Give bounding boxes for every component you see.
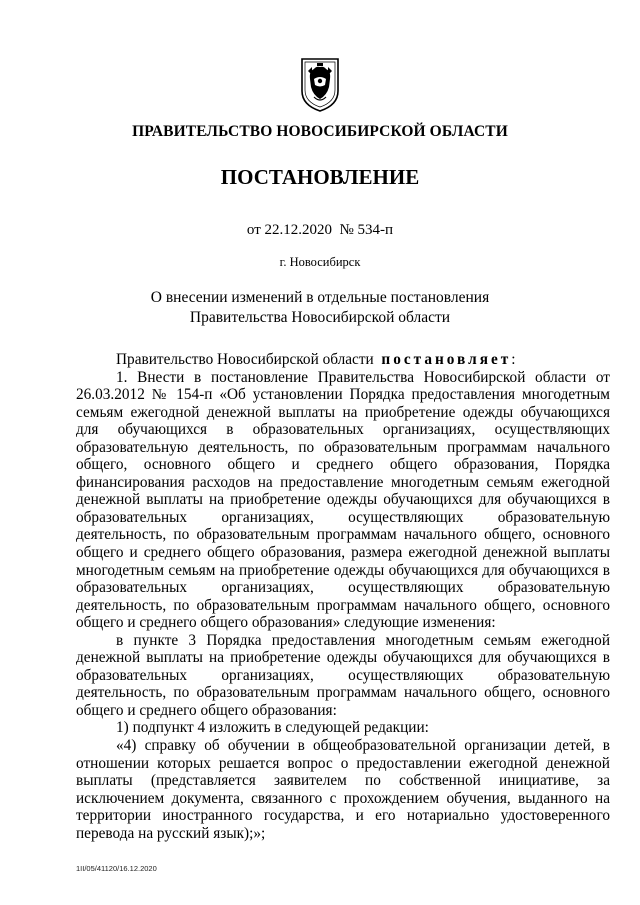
- document-body: [76, 351, 610, 842]
- intro-prefix: Правительство Новосибирской области: [116, 351, 374, 368]
- document-date: от 22.12.2020: [246, 222, 332, 238]
- footer-code: 1II/05/41120/16.12.2020: [76, 864, 157, 873]
- document-number: № 534-п: [339, 222, 394, 238]
- subject-line-1: О внесении изменений в отдельные постановления: [150, 289, 490, 306]
- document-subject: [0, 288, 640, 328]
- document-city: г. Новосибирск: [279, 255, 361, 269]
- paragraph-4: «4) справку об обучении в общеобразовательной организации детей, в отношении которых решается вопрос о предоставлении ежегодной денежной выплаты (представляется заявителем по собственной инициативе, за исключением документа, связанного с прохождением обучения, выданного на территории иностранного государства, и его нотариально удостоверенного перевода на русский язык);»;: [76, 737, 610, 842]
- subject-line-2: Правительства Новосибирской области: [189, 309, 451, 326]
- coat-of-arms-icon: [300, 57, 340, 113]
- paragraph-1: 1. Внести в постановление Правительства Новосибирской области от 26.03.2012 № 154-п «Об установлении Порядка предоставления многодетным семьям ежегодной денежной выплаты на приобретение одежды обучающихся для обучающихся в образовательных организациях, осуществляющих образовательную деятельность, по образовательным программам начального общего, основного общего и среднего общего образования, Порядка финансирования расходов на предоставление многодетным семьям ежегодной денежной выплаты на приобретение одежды обучающихся для обучающихся в образовательных организациях, осуществляющих образовательную деятельность, по образовательным программам начального общего, основного общего и среднего общего образования, размера ежегодной денежной выплаты многодетным семьям на приобретение одежды обучающихся для обучающихся в образовательных организациях, осуществляющих образовательную деятельность, по образовательным программам начального общего, основного общего и среднего общего образования» следующие изменения:: [76, 368, 610, 632]
- paragraph-3: 1) подпункт 4 изложить в следующей редакции:: [116, 719, 429, 737]
- intro-colon: :: [511, 351, 516, 368]
- intro-verb: постановляет: [381, 351, 512, 368]
- paragraph-2: в пункте 3 Порядка предоставления многодетным семьям ежегодной денежной выплаты на приобретение одежды обучающихся для обучающихся в образовательных организациях, осуществляющих образовательную деятельность, по образовательным программам начального общего, основного общего и среднего общего образования:: [76, 631, 610, 719]
- document-date-number: [0, 222, 640, 239]
- intro-paragraph: [76, 351, 610, 369]
- document-type: ПОСТАНОВЛЕНИЕ: [220, 165, 420, 189]
- organization-name: ПРАВИТЕЛЬСТВО НОВОСИБИРСКОЙ ОБЛАСТИ: [132, 123, 508, 140]
